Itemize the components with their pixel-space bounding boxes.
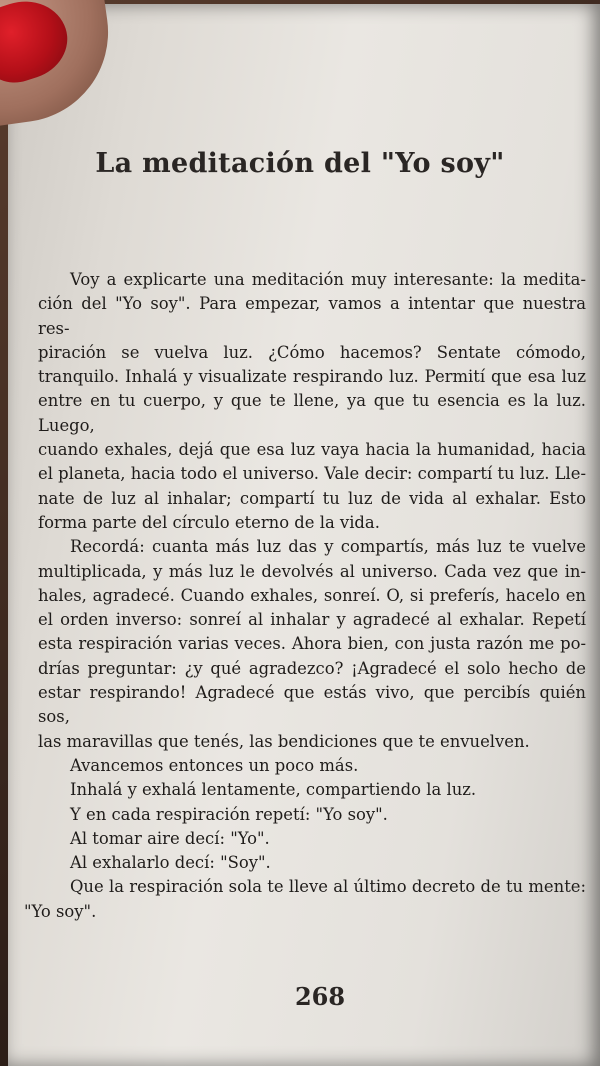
text-line: Inhalá y exhalá lentamente, compartiendo la luz. xyxy=(70,780,477,800)
text-line: "Yo soy". xyxy=(24,901,97,921)
text-line: drías preguntar: ¿y qué agradezco? ¡Agradecé el solo hecho de xyxy=(38,658,586,678)
text-line: entre en tu cuerpo, y que te llene, ya que tu esencia es la luz. Luego, xyxy=(38,391,586,435)
text-line: cuando exhales, dejá que esa luz vaya hacia la humanidad, hacia xyxy=(38,440,586,460)
page-number: 268 xyxy=(294,982,346,1011)
text-line: Y en cada respiración repetí: "Yo soy". xyxy=(70,804,388,824)
text-line: Voy a explicarte una meditación muy interesante: la medita- xyxy=(70,270,586,289)
text-line: el orden inverso: sonreí al inhalar y agradecé al exhalar. Repetí xyxy=(38,610,586,630)
text-line: ción del "Yo soy". Para empezar, vamos a intentar que nuestra res- xyxy=(38,294,586,338)
text-line: las maravillas que tenés, las bendiciones que te envuelven. xyxy=(38,731,530,751)
text-line: piración se vuelva luz. ¿Cómo hacemos? Sentate cómodo, xyxy=(38,342,586,362)
text-line: Recordá: cuanta más luz das y compartís, más luz te vuelve xyxy=(70,537,586,557)
text-line: nate de luz al inhalar; compartí tu luz de vida al exhalar. Esto xyxy=(38,488,586,508)
text-line: Avancemos entonces un poco más. xyxy=(70,755,359,775)
body-text xyxy=(24,268,586,924)
text-line: Que la respiración sola te lleve al último decreto de tu mente: xyxy=(70,877,586,897)
text-line: estar respirando! Agradecé que estás vivo, que percibís quién sos, xyxy=(38,683,586,727)
red-fingernail xyxy=(0,0,77,91)
text-line: forma parte del círculo eterno de la vida. xyxy=(38,512,380,532)
text-line: esta respiración varias veces. Ahora bien, con justa razón me po- xyxy=(38,634,586,654)
text-line: hales, agradecé. Cuando exhales, sonreí. O, si preferís, hacelo en xyxy=(38,585,586,605)
text-line: tranquilo. Inhalá y visualizate respirando luz. Permití que esa luz xyxy=(38,367,586,387)
text-line: el planeta, hacia todo el universo. Vale decir: compartí tu luz. Lle- xyxy=(38,464,586,484)
text-line: Al exhalarlo decí: "Soy". xyxy=(70,853,271,873)
text-line: multiplicada, y más luz le devolvés al universo. Cada vez que in- xyxy=(38,561,586,581)
text-line: Al tomar aire decí: "Yo". xyxy=(70,828,270,848)
page-title: La meditación del "Yo soy" xyxy=(95,148,505,180)
